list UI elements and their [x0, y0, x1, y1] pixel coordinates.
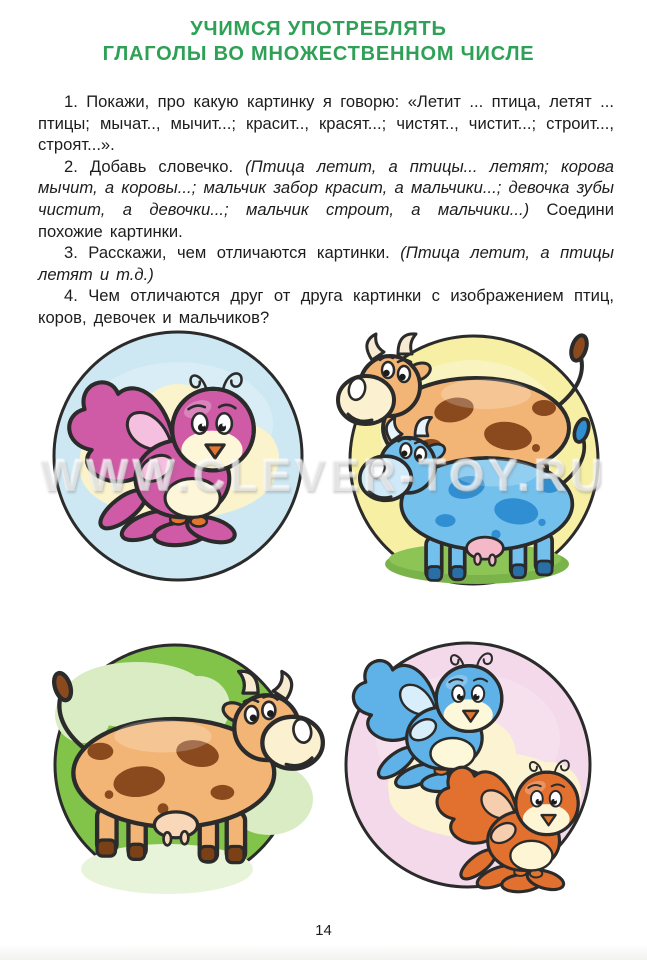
watermark: WWW.CLEVER-TOY.RU — [39, 450, 608, 501]
exercise-4-text: 4. Чем отличаются друг от друга картинки с изображением птиц, коров, девочек и мальчиков? — [38, 286, 614, 327]
page-number: 14 — [315, 922, 332, 939]
exercise-1-text: 1. Покажи, про какую картинку я говорю: «Летит ... птица, летят ... птицы; мычат.., мычит...; красит.., красят...; чистят.., чистит...; строит..., строят...». — [38, 92, 614, 155]
exercise-text — [38, 91, 614, 329]
page-title-line2: ГЛАГОЛЫ ВО МНОЖЕСТВЕННОМ ЧИСЛЕ — [102, 43, 535, 65]
illustration-one-cow — [17, 607, 337, 927]
exercise-2 — [38, 156, 614, 242]
exercise-3 — [38, 242, 614, 285]
exercise-1 — [38, 91, 614, 156]
page-title — [0, 17, 637, 67]
illustration-one-bird — [28, 306, 328, 606]
exercise-2-italic: (Птица летит, а птицы... летят; корова мычит, а коровы...; мальчик забор красит, а мальчики...; девочка зубы чистит, а девочки...; мальчик строит, а мальчики...) — [38, 156, 614, 219]
scan-edge-shadow — [0, 944, 647, 960]
exercise-3-italic: (Птица летит, а птицы летят и т.д.) — [38, 243, 614, 284]
illustration-two-birds — [318, 613, 618, 913]
exercise-2-tail: Соедини похожие картинки. — [38, 199, 614, 241]
page-title-line1: УЧИМСЯ УПОТРЕБЛЯТЬ — [190, 18, 447, 40]
exercise-2-text: 2. Добавь словечко. — [64, 156, 246, 176]
exercise-3-text: 3. Расскажи, чем отличаются картинки. — [64, 243, 401, 263]
illustration-two-cows — [322, 312, 622, 612]
